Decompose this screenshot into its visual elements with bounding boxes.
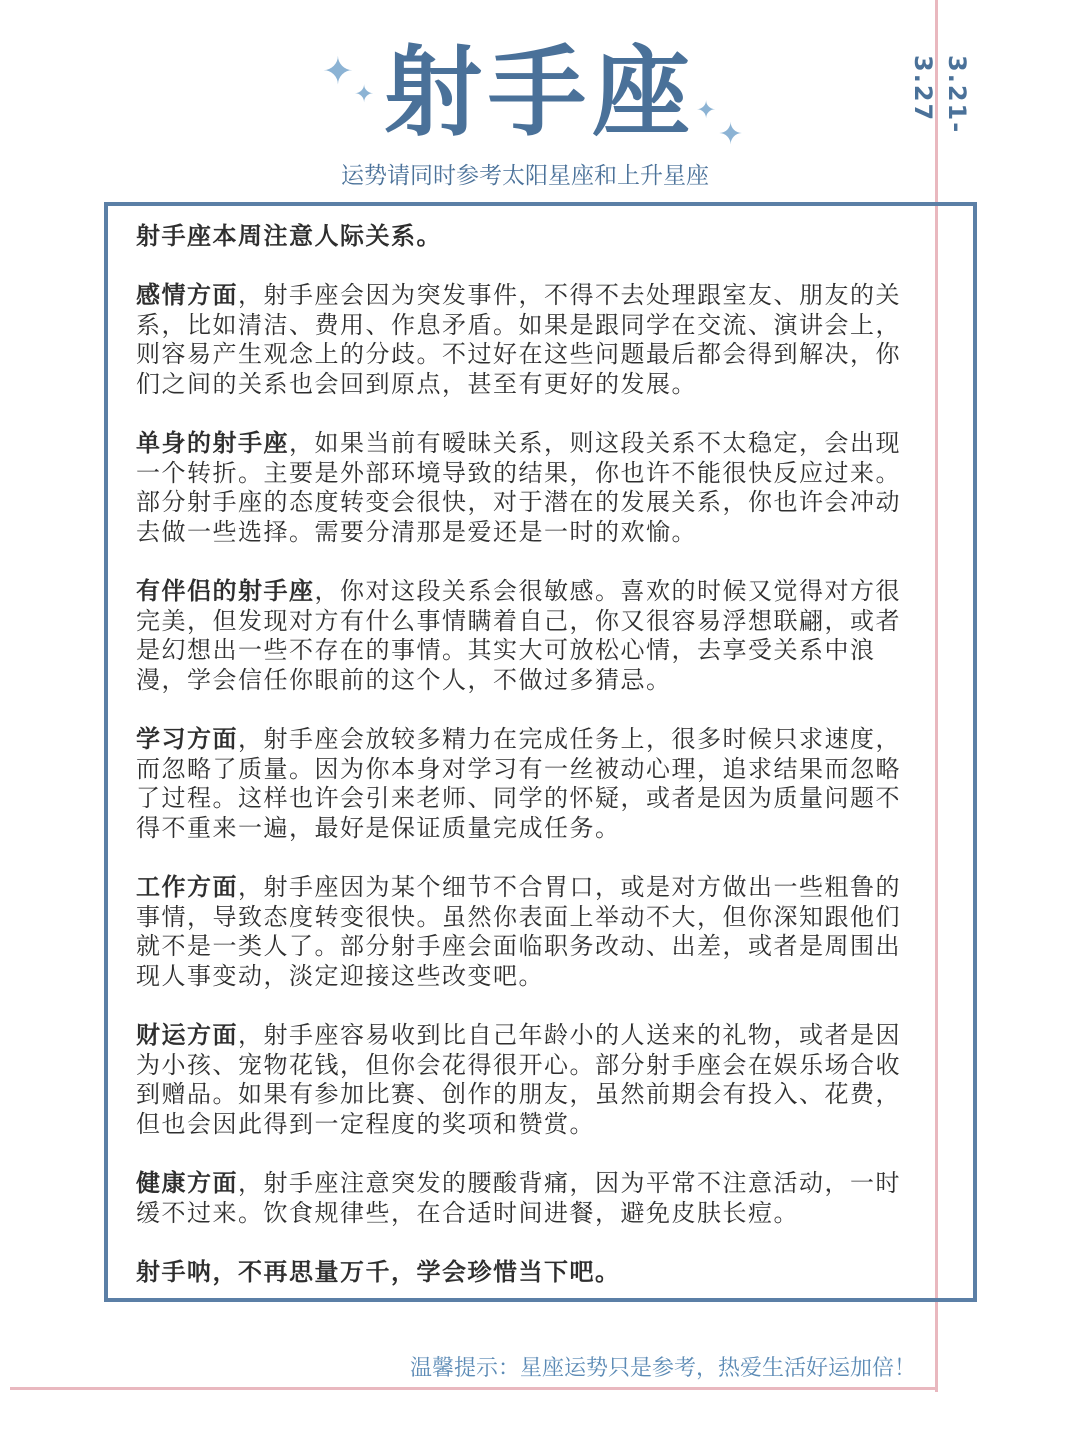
pink-frame-horizontal-line <box>10 1387 938 1390</box>
horoscope-content <box>136 222 926 1317</box>
section-single <box>136 429 926 547</box>
section-lead: 健康方面 <box>136 1169 238 1197</box>
sparkle-star-icon: ✦ <box>696 96 717 124</box>
section-lead: 单身的射手座 <box>136 429 289 458</box>
section-lead: 工作方面 <box>136 873 238 902</box>
section-text: ，射手座注意突发的腰酸背痛，因为平常不注意活动，一时缓不过来。饮食规律些，在合适时间进餐，避免皮肤长痘。 <box>136 1169 901 1227</box>
sparkle-star-icon: ✦ <box>354 80 375 108</box>
intro-line: 射手座本周注意人际关系。 <box>136 222 442 250</box>
section-study <box>136 725 926 843</box>
sparkle-star-icon: ✦ <box>718 117 744 152</box>
section-health <box>136 1169 926 1228</box>
footer-tip: 温馨提示：星座运势只是参考，热爱生活好运加倍！ <box>410 1356 917 1381</box>
section-lead: 感情方面 <box>136 281 238 310</box>
section-text: ，你对这段关系会很敏感。喜欢的时候又觉得对方很完美，但发现对方有什么事情瞒着自己，你又很容易浮想联翩，或者是幻想出一些不存在的事情。其实大可放松心情，去享受关系中浪漫，学会信任你眼前的这个人，不做过多猜忌。 <box>136 577 901 694</box>
page-subtitle: 运势请同时参考太阳星座和上升星座 <box>341 163 709 189</box>
section-work <box>136 873 926 991</box>
section-text: ，射手座会因为突发事件，不得不去处理跟室友、朋友的关系，比如清洁、费用、作息矛盾。如果是跟同学在交流、演讲会上，则容易产生观念上的分歧。不过好在这些问题最后都会得到解决，你们之间的关系也会回到原点，甚至有更好的发展。 <box>136 281 901 398</box>
section-text: ，射手座会放较多精力在完成任务上，很多时候只求速度，而忽略了质量。因为你本身对学习有一丝被动心理，追求结果而忽略了过程。这样也许会引来老师、同学的怀疑，或者是因为质量问题不得不重来一遍，最好是保证质量完成任务。 <box>136 725 901 842</box>
section-lead: 财运方面 <box>136 1021 238 1050</box>
section-love <box>136 281 926 399</box>
section-text: ，射手座容易收到比自己年龄小的人送来的礼物，或者是因为小孩、宠物花钱，但你会花得很开心。部分射手座会在娱乐场合收到赠品。如果有参加比赛、创作的朋友，虽然前期会有投入、花费，但也会因此得到一定程度的奖项和赞赏。 <box>136 1021 901 1138</box>
section-wealth <box>136 1021 926 1139</box>
section-lead: 学习方面 <box>136 725 238 754</box>
section-partnered <box>136 577 926 695</box>
section-text: ，如果当前有暧昧关系，则这段关系不太稳定，会出现一个转折。主要是外部环境导致的结果，你也许不能很快反应过来。部分射手座的态度转变会很快，对于潜在的发展关系，你也许会冲动去做一些选择。需要分清那是爱还是一时的欢愉。 <box>136 429 901 546</box>
page-title: 射手座 <box>383 36 696 150</box>
sparkle-star-icon: ✦ <box>322 49 354 93</box>
section-lead: 有伴侣的射手座 <box>136 577 315 606</box>
closing-line: 射手呐，不再思量万千，学会珍惜当下吧。 <box>136 1257 621 1286</box>
date-range: 3.21-3.27 <box>909 55 971 135</box>
section-text: ，射手座因为某个细节不合胃口，或是对方做出一些粗鲁的事情，导致态度转变很快。虽然你表面上举动不大，但你深知跟他们就不是一类人了。部分射手座会面临职务改动、出差，或者是周围出现人事变动，淡定迎接这些改变吧。 <box>136 873 901 990</box>
